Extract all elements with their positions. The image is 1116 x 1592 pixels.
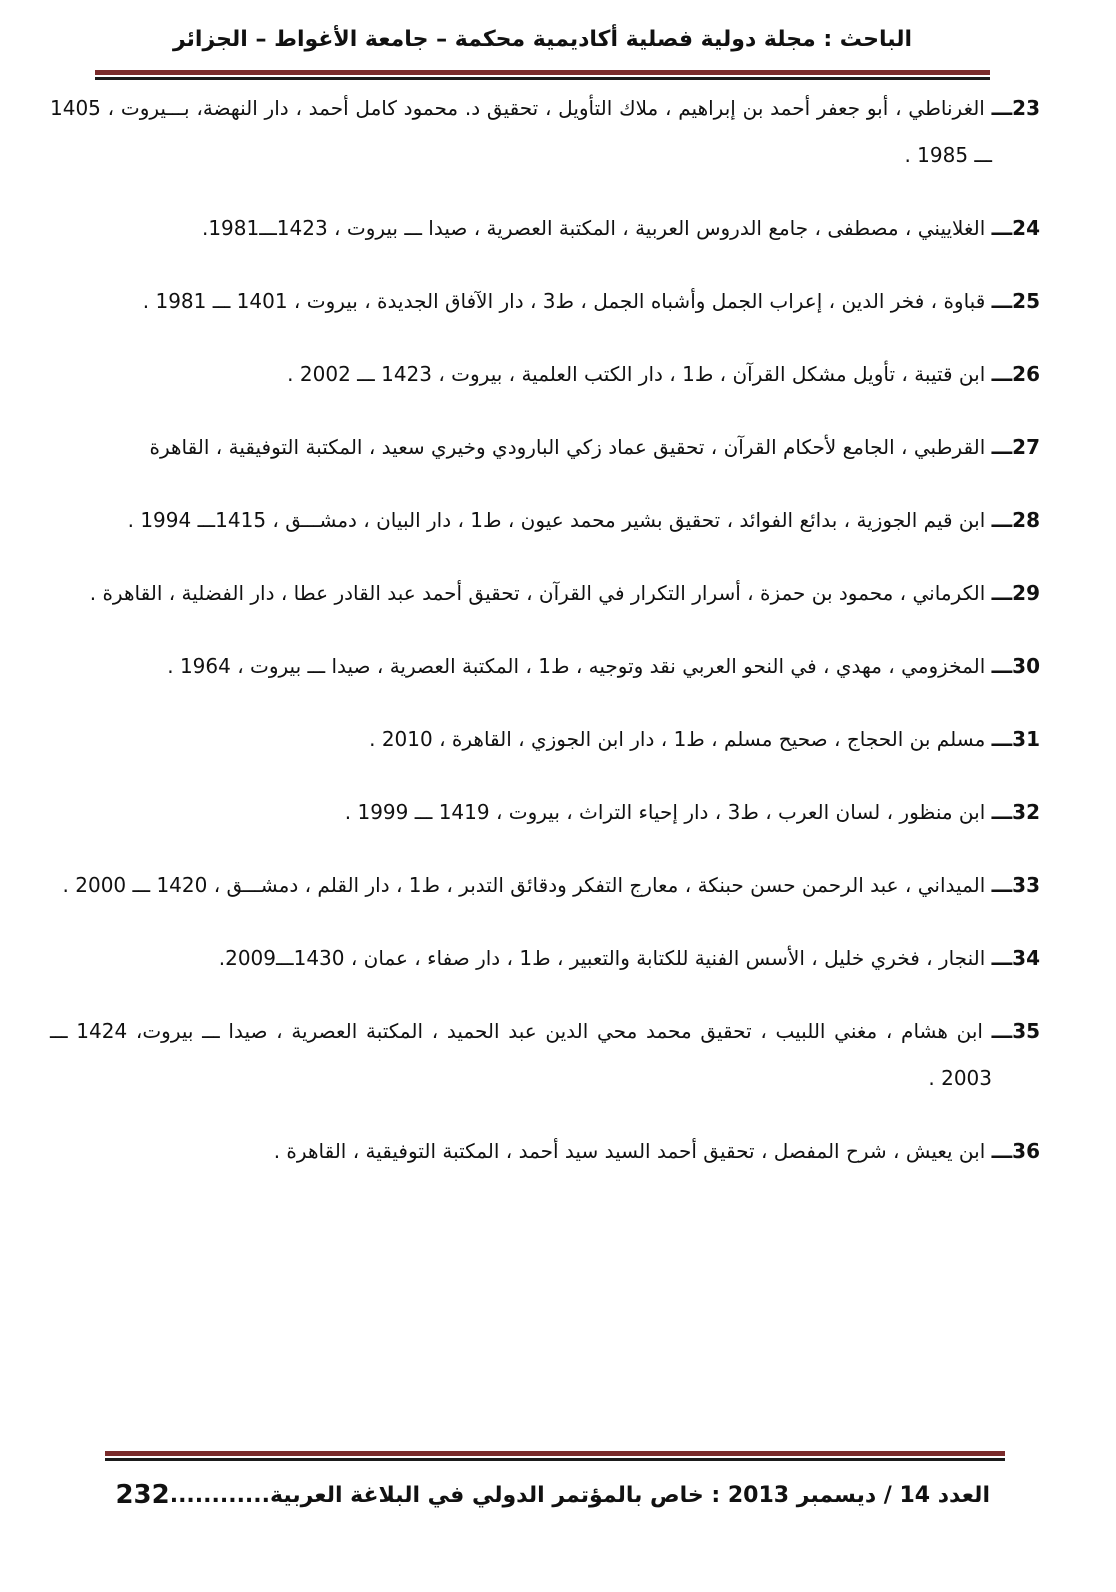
footer-rule-accent [105, 1451, 1005, 1456]
page-footer [115, 1474, 990, 1516]
reference-number: 35ـــ [991, 1019, 1041, 1043]
reference-text: مسلم بن الحجاج ، صحيح مسلم ، ط1 ، دار ابن الجوزي ، القاهرة ، 2010 . [369, 727, 986, 751]
references-list [50, 85, 1040, 1201]
reference-item [50, 205, 1040, 252]
reference-number: 34ـــ [991, 946, 1040, 970]
reference-text: ابن هشام ، مغني اللبيب ، تحقيق محمد محي الدين عبد الحميد ، المكتبة العصرية ، صيدا ـــ بيروت، 1424 ـــ 2003 . [50, 1019, 992, 1090]
reference-item [50, 935, 1040, 982]
footer-rule-dark [105, 1458, 1005, 1461]
header-rule-dark [95, 77, 990, 80]
reference-text: ابن منظور ، لسان العرب ، ط3 ، دار إحياء التراث ، بيروت ، 1419 ـــ 1999 . [344, 800, 986, 824]
reference-item [50, 351, 1040, 398]
reference-text: المخزومي ، مهدي ، في النحو العربي نقد وتوجيه ، ط1 ، المكتبة العصرية ، صيدا ـــ بيروت ، 1964 . [167, 654, 986, 678]
reference-item [50, 497, 1040, 544]
reference-item [50, 1128, 1040, 1175]
reference-number: 32ـــ [991, 800, 1040, 824]
page-number: 232 [115, 1480, 170, 1510]
reference-text: قباوة ، فخر الدين ، إعراب الجمل وأشباه الجمل ، ط3 ، دار الآفاق الجديدة ، بيروت ، 1401 ـــ 1981 . [142, 289, 986, 313]
reference-item [50, 1008, 1040, 1102]
reference-item [50, 643, 1040, 690]
reference-text: ابن قيم الجوزية ، بدائع الفوائد ، تحقيق بشير محمد عيون ، ط1 ، دار البيان ، دمشـــق ، 1415ـــ 1994 . [127, 508, 986, 532]
reference-number: 29ـــ [991, 581, 1040, 605]
reference-number: 33ـــ [991, 873, 1040, 897]
footer-issue-text: العدد 14 / ديسمبر 2013 : خاص بالمؤتمر الدولي في البلاغة العربية............ [169, 1482, 990, 1508]
reference-text: الغرناطي ، أبو جعفر أحمد بن إبراهيم ، ملاك التأويل ، تحقيق د. محمود كامل أحمد ، دار النهضة، بـــيروت ، 1405 ـــ 1985 . [50, 96, 992, 167]
reference-number: 25ـــ [991, 289, 1040, 313]
journal-header-title: الباحث : مجلة دولية فصلية أكاديمية محكمة – جامعة الأغواط – الجزائر [172, 27, 912, 52]
reference-number: 30ـــ [991, 654, 1040, 678]
reference-number: 28ـــ [991, 508, 1040, 532]
reference-text: الغلاييني ، مصطفى ، جامع الدروس العربية ، المكتبة العصرية ، صيدا ـــ بيروت ، 1423ـــ1981. [201, 216, 986, 240]
reference-item [50, 278, 1040, 325]
reference-number: 31ـــ [991, 727, 1040, 751]
reference-item [50, 570, 1040, 617]
reference-item [50, 789, 1040, 836]
reference-text: ابن قتيبة ، تأويل مشكل القرآن ، ط1 ، دار الكتب العلمية ، بيروت ، 1423 ـــ 2002 . [287, 362, 986, 386]
reference-item [50, 85, 1040, 179]
reference-number: 26ـــ [991, 362, 1040, 386]
reference-text: الكرماني ، محمود بن حمزة ، أسرار التكرار في القرآن ، تحقيق أحمد عبد القادر عطا ، دار الفضلية ، القاهرة . [89, 581, 986, 605]
reference-number: 36ـــ [991, 1139, 1040, 1163]
reference-text: القرطبي ، الجامع لأحكام القرآن ، تحقيق عماد زكي البارودي وخيري سعيد ، المكتبة التوفيقية ، القاهرة [149, 435, 986, 459]
reference-item [50, 716, 1040, 763]
reference-text: النجار ، فخري خليل ، الأسس الفنية للكتابة والتعبير ، ط1 ، دار صفاء ، عمان ، 1430ـــ2009. [218, 946, 986, 970]
reference-number: 27ـــ [991, 435, 1040, 459]
header-rule-accent [95, 70, 990, 75]
reference-number: 23ـــ [991, 96, 1041, 120]
reference-text: ابن يعيش ، شرح المفصل ، تحقيق أحمد السيد سيد أحمد ، المكتبة التوفيقية ، القاهرة . [273, 1139, 986, 1163]
reference-number: 24ـــ [991, 216, 1040, 240]
reference-item [50, 424, 1040, 471]
reference-text: الميداني ، عبد الرحمن حسن حبنكة ، معارج التفكر ودقائق التدبر ، ط1 ، دار القلم ، دمشـــق ، 1420 ـــ 2000 . [62, 873, 986, 897]
reference-item [50, 862, 1040, 909]
